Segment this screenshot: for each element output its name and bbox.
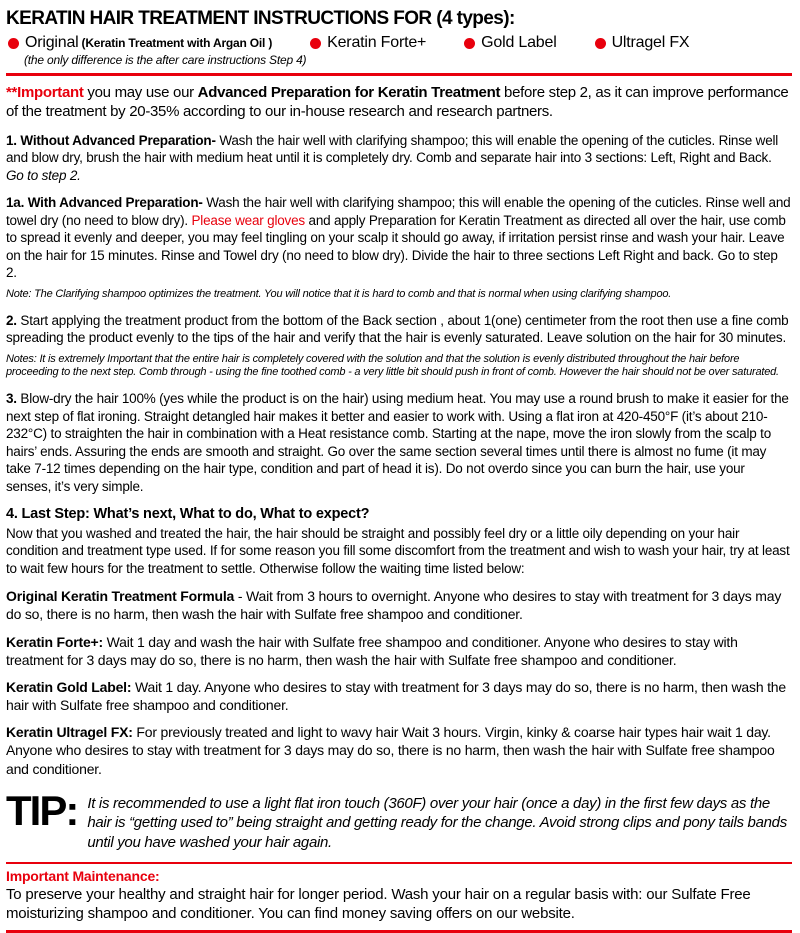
aftercare-text: Wait 1 day. Anyone who desires to stay with treatment for 3 days may do so, there is no harm, then wash the hair with Sulfate free shampoo and conditioner.: [6, 678, 786, 714]
step-1a-warning: Please wear gloves: [191, 212, 305, 228]
important-text: you may use our: [83, 84, 198, 101]
header: [6, 8, 792, 67]
red-bullet-icon: [310, 38, 321, 49]
type-detail: (Keratin Treatment with Argan Oil ): [81, 36, 273, 50]
page-title: KERATIN HAIR TREATMENT INSTRUCTIONS FOR (4 types):: [6, 8, 515, 29]
tip-section: [6, 786, 792, 853]
type-label: Original: [25, 34, 79, 51]
red-divider: [6, 862, 792, 864]
step-1-goto: Go to step 2.: [6, 167, 81, 183]
step-3-label: 3.: [6, 391, 17, 407]
aftercare-text: Wait 1 day and wash the hair with Sulfate free shampoo and conditioner. Anyone who desires to stay with treatment for 3 days may do so, there is no harm, then wash the hair with Sulfate free shampoo and conditioner.: [6, 633, 738, 668]
tip-text: It is recommended to use a light flat iron touch (360F) over your hair (once a day) in the first few days as the hair is “getting used to” being straight and getting ready for the change. Avoid strong clips and pony tails bands until you have washed your hair again.: [87, 794, 787, 851]
types-note: (the only difference is the after care instructions Step 4): [24, 53, 307, 67]
type-label: Keratin Forte+: [327, 34, 427, 51]
aftercare-text: For previously treated and light to wavy hair Wait 3 hours. Virgin, kinky & coarse hair types hair wait 1 day. Anyone who desires to stay with treatment for 3 days may do so, there is no harm, then wash the hair with Sulfate free shampoo and conditioner.: [6, 724, 775, 777]
step-3-text: Blow-dry the hair 100% (yes while the product is on the hair) using medium heat. You may use a round brush to make it easier for the next step of flat ironing. Straight detangled hair makes it better and easier to work with. Using a flat iron at 420-450°F (it’s about 210-232°C) to straighten the hair in combination with a Heat resistance comb. Starting at the nape, move the iron slowly from the scalp to hairs’ ends. Assuring the ends are smooth and straight. Go over the same section several times until there is almost no fume (it may take 7-12 times depending on the hair type, condition and part of head it is). Do not overdo since you can burn the hair, use your senses, it’s very simple.: [6, 391, 789, 494]
important-label: **Important: [6, 84, 84, 101]
important-text: before step 2, as it can improve performance of the treatment by 20-35% according to our in-house research and research partners.: [6, 84, 789, 120]
red-bullet-icon: [464, 38, 475, 49]
type-label: Ultragel FX: [611, 34, 690, 51]
red-bullet-icon: [595, 38, 606, 49]
type-original: [8, 34, 272, 52]
step-1-label: 1. Without Advanced Preparation-: [6, 132, 216, 148]
step-2-label: 2.: [6, 312, 17, 328]
step-2: [6, 312, 792, 347]
aftercare-label: Keratin Ultragel FX:: [6, 724, 133, 741]
red-bullet-icon: [8, 38, 19, 49]
step-1a-text: and apply Preparation for Keratin Treatment as directed all over the hair, use comb to spread it evenly and deeper, you may feel tingling on your scalp it should go away, if irritation persist rinse and wash your hair. Leave on the hair for 15 minutes. Rinse and Towel dry (no need to blow dry). Divide the hair to three sections Left Right and back. Go to step 2.: [6, 212, 786, 281]
maintenance-section: [6, 868, 792, 924]
step-4-heading: 4. Last Step: What’s next, What to do, What to expect?: [6, 505, 370, 522]
important-notice: [6, 84, 792, 122]
step-2-text: Start applying the treatment product from the bottom of the Back section , about 1(one) centimeter from the root then use a fine comb spreading the product evenly to the tips of the hair and verify that the hair is evenly saturated. Leave solution on the hair for 30 minutes.: [6, 312, 789, 346]
step-1a: [6, 194, 792, 282]
clarifying-note: Note: The Clarifying shampoo optimizes the treatment. You will notice that it is hard to comb and that is normal when using clarifying shampoo.: [6, 287, 672, 300]
aftercare-text: - Wait from 3 hours to overnight. Anyone who desires to stay with treatment for 3 days may do so, there is no harm, then wash the hair with Sulfate free shampoo and conditioner.: [6, 588, 782, 623]
maintenance-heading: Important Maintenance:: [6, 868, 160, 885]
aftercare-original: [6, 587, 792, 623]
aftercare-label: Keratin Gold Label:: [6, 678, 132, 695]
important-bold: Advanced Preparation for Keratin Treatment: [197, 84, 501, 101]
treatment-types: [8, 34, 792, 52]
type-ultragel-fx: [595, 34, 690, 52]
type-keratin-forte: [310, 34, 426, 52]
type-label: Gold Label: [481, 34, 557, 51]
red-divider: [6, 73, 792, 76]
aftercare-label: Original Keratin Treatment Formula: [6, 588, 235, 605]
red-divider-bottom: [6, 930, 792, 933]
type-gold-label: [464, 34, 556, 52]
maintenance-text: To preserve your healthy and straight hair for longer period. Wash your hair on a regular basis with: our Sulfate Free moisturizing shampoo and conditioner. You can find money saving offers on our website.: [6, 886, 751, 923]
saturation-note: Notes: It is extremely Important that the entire hair is completely covered with the solution and that the solution is evenly distributed throughout the hair before proceeding to the next step. Comb through - using the fine toothed comb - a very little bit should push in front of comb. However the hair should not be over saturated.: [6, 352, 779, 379]
step-1a-label: 1a. With Advanced Preparation-: [6, 195, 203, 211]
aftercare-ultragel: [6, 723, 792, 778]
tip-label: TIP:: [6, 786, 78, 834]
step-1a-text: Wash the hair well with clarifying shampoo; this will enable the opening of the cuticles. Rinse well and towel dry (no need to blow dry).: [6, 195, 791, 228]
aftercare-label: Keratin Forte+:: [6, 633, 103, 650]
step-4-text: Now that you washed and treated the hair, the hair should be straight and possibly feel dry or a little oily depending on your hair condition and treatment type used. If for some reason you fill some discomfort from the treatment and wish to wash your hair, try at least to wait few hours for the treatment to settle. Otherwise follow the waiting time listed below:: [6, 525, 790, 576]
step-4: [6, 506, 792, 578]
step-1-text: Wash the hair well with clarifying shampoo; this will enable the opening of the cuticles. Rinse well and blow dry, brush the hair with medium heat until it is completely dry. Comb and separate hair into 3 sections: Left, Right and Back.: [6, 132, 779, 166]
aftercare-forte: [6, 633, 792, 669]
aftercare-gold-label: [6, 678, 792, 714]
step-1: [6, 132, 792, 185]
step-3: [6, 390, 792, 495]
